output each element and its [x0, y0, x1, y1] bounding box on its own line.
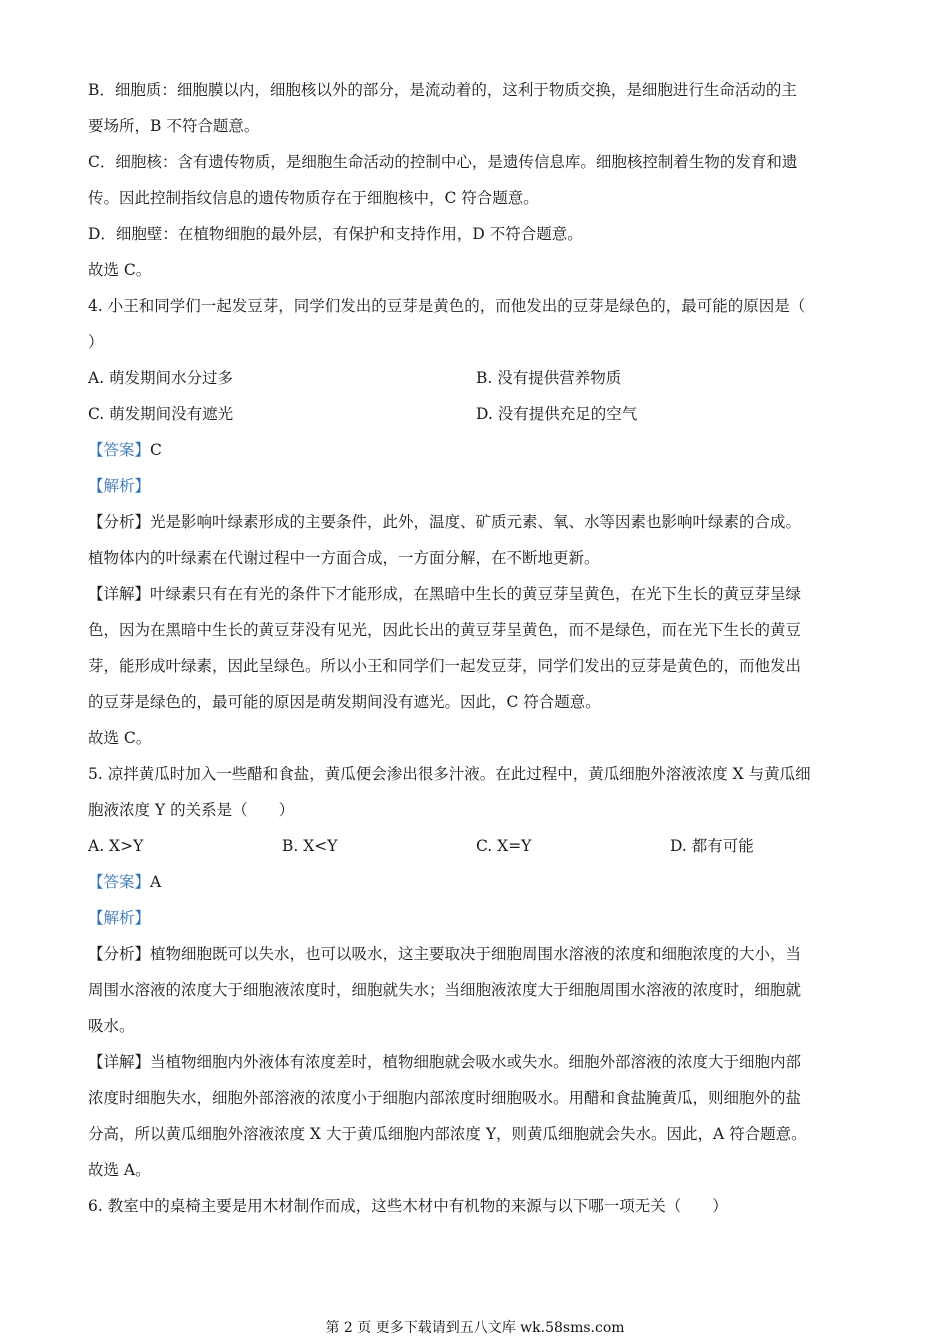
q4-xiangjie-line3: 芽，能形成叶绿素，因此呈绿色。所以小王和同学们一起发豆芽，同学们发出的豆芽是黄色的，而他发出 — [88, 657, 802, 675]
q5-option-d: D. 都有可能 — [670, 837, 754, 855]
q6-stem-line1: 6. 教室中的桌椅主要是用木材制作而成，这些木材中有机物的来源与以下哪一项无关（ ） — [88, 1197, 728, 1215]
xiangjie-label: 【详解】 — [88, 585, 151, 603]
q5-analysis-tag: 【解析】 — [88, 909, 151, 927]
xiangjie-text: 叶绿素只有在有光的条件下才能形成，在黑暗中生长的黄豆芽呈黄色，在光下生长的黄豆芽呈绿 — [150, 585, 802, 603]
q4-option-b: B. 没有提供营养物质 — [476, 369, 622, 387]
answer-value: C — [150, 441, 162, 459]
q3-option-b-line2: 要场所，B 不符合题意。 — [88, 117, 260, 135]
q3-conclusion: 故选 C。 — [88, 261, 152, 279]
q5-option-c: C. X=Y — [476, 837, 532, 855]
q4-option-a: A. 萌发期间水分过多 — [88, 369, 234, 387]
q4-xiangjie-line4: 的豆芽是绿色的，最可能的原因是萌发期间没有遮光。因此，C 符合题意。 — [88, 693, 601, 711]
q5-stem-line2: 胞液浓度 Y 的关系是（ ） — [88, 801, 295, 819]
q4-conclusion: 故选 C。 — [88, 729, 152, 747]
q5-xiangjie-line2: 浓度时细胞失水，细胞外部溶液的浓度小于细胞内部浓度时细胞吸水。用醋和食盐腌黄瓜，则细胞外的盐 — [88, 1089, 802, 1107]
fenxi-text: 植物细胞既可以失水，也可以吸水，这主要取决于细胞周围水溶液的浓度和细胞浓度的大小，当 — [150, 945, 802, 963]
xiangjie-text: 当植物细胞内外液体有浓度差时，植物细胞就会吸水或失水。细胞外部溶液的浓度大于细胞内部 — [150, 1053, 802, 1071]
xiangjie-label: 【详解】 — [88, 1053, 151, 1071]
q5-stem-line1: 5. 凉拌黄瓜时加入一些醋和食盐，黄瓜便会渗出很多汁液。在此过程中，黄瓜细胞外溶液浓度 X 与黄瓜细 — [88, 765, 811, 783]
q5-answer — [88, 864, 868, 900]
answer-value: A — [150, 873, 162, 891]
fenxi-label: 【分析】 — [88, 945, 151, 963]
q5-fenxi-line3: 吸水。 — [88, 1017, 135, 1035]
q5-xiangjie-line1 — [88, 1044, 868, 1080]
q3-option-b-line1: B．细胞质：细胞膜以内，细胞核以外的部分，是流动着的，这利于物质交换，是细胞进行生命活动的主 — [88, 81, 797, 99]
q5-fenxi-line1 — [88, 936, 868, 972]
q5-fenxi-line2: 周围水溶液的浓度大于细胞液浓度时，细胞就失水；当细胞液浓度大于细胞周围水溶液的浓度时，细胞就 — [88, 981, 802, 999]
fenxi-text: 光是影响叶绿素形成的主要条件，此外，温度、矿质元素、氧、水等因素也影响叶绿素的合成。 — [150, 513, 802, 531]
q5-option-b: B. X<Y — [282, 837, 338, 855]
q4-xiangjie-line1 — [88, 576, 868, 612]
q3-option-c-line2: 传。因此控制指纹信息的遗传物质存在于细胞核中，C 符合题意。 — [88, 189, 539, 207]
page-footer: 第 2 页 更多下载请到五八文库 wk.58sms.com — [325, 1320, 625, 1336]
q4-stem-line2: ） — [88, 333, 104, 351]
answer-tag: 【答案】 — [88, 441, 151, 459]
q4-options-row2 — [88, 396, 868, 432]
document-page — [88, 72, 868, 1224]
q4-fenxi-line1 — [88, 504, 868, 540]
q5-conclusion: 故选 A。 — [88, 1161, 151, 1179]
q4-xiangjie-line2: 色，因为在黑暗中生长的黄豆芽没有见光，因此长出的黄豆芽呈黄色，而不是绿色，而在光下生长的黄豆 — [88, 621, 802, 639]
q5-options-row — [88, 828, 868, 864]
fenxi-label: 【分析】 — [88, 513, 151, 531]
q4-stem-line1: 4. 小王和同学们一起发豆芽，同学们发出的豆芽是黄色的，而他发出的豆芽是绿色的，最可能的原因是（ — [88, 297, 806, 315]
answer-tag: 【答案】 — [88, 873, 151, 891]
q4-option-c: C. 萌发期间没有遮光 — [88, 405, 234, 423]
q4-options-row1 — [88, 360, 868, 396]
q3-option-d: D．细胞壁：在植物细胞的最外层，有保护和支持作用，D 不符合题意。 — [88, 225, 583, 243]
q5-option-a: A. X>Y — [88, 837, 144, 855]
q5-xiangjie-line3: 分高，所以黄瓜细胞外溶液浓度 X 大于黄瓜细胞内部浓度 Y，则黄瓜细胞就会失水。因此，A 符合题意。 — [88, 1125, 807, 1143]
q4-fenxi-line2: 植物体内的叶绿素在代谢过程中一方面合成，一方面分解，在不断地更新。 — [88, 549, 600, 567]
q3-option-c-line1: C．细胞核：含有遗传物质，是细胞生命活动的控制中心，是遗传信息库。细胞核控制着生物的发育和遗 — [88, 153, 798, 171]
q4-option-d: D. 没有提供充足的空气 — [476, 405, 638, 423]
q4-answer — [88, 432, 868, 468]
q4-analysis-tag: 【解析】 — [88, 477, 151, 495]
